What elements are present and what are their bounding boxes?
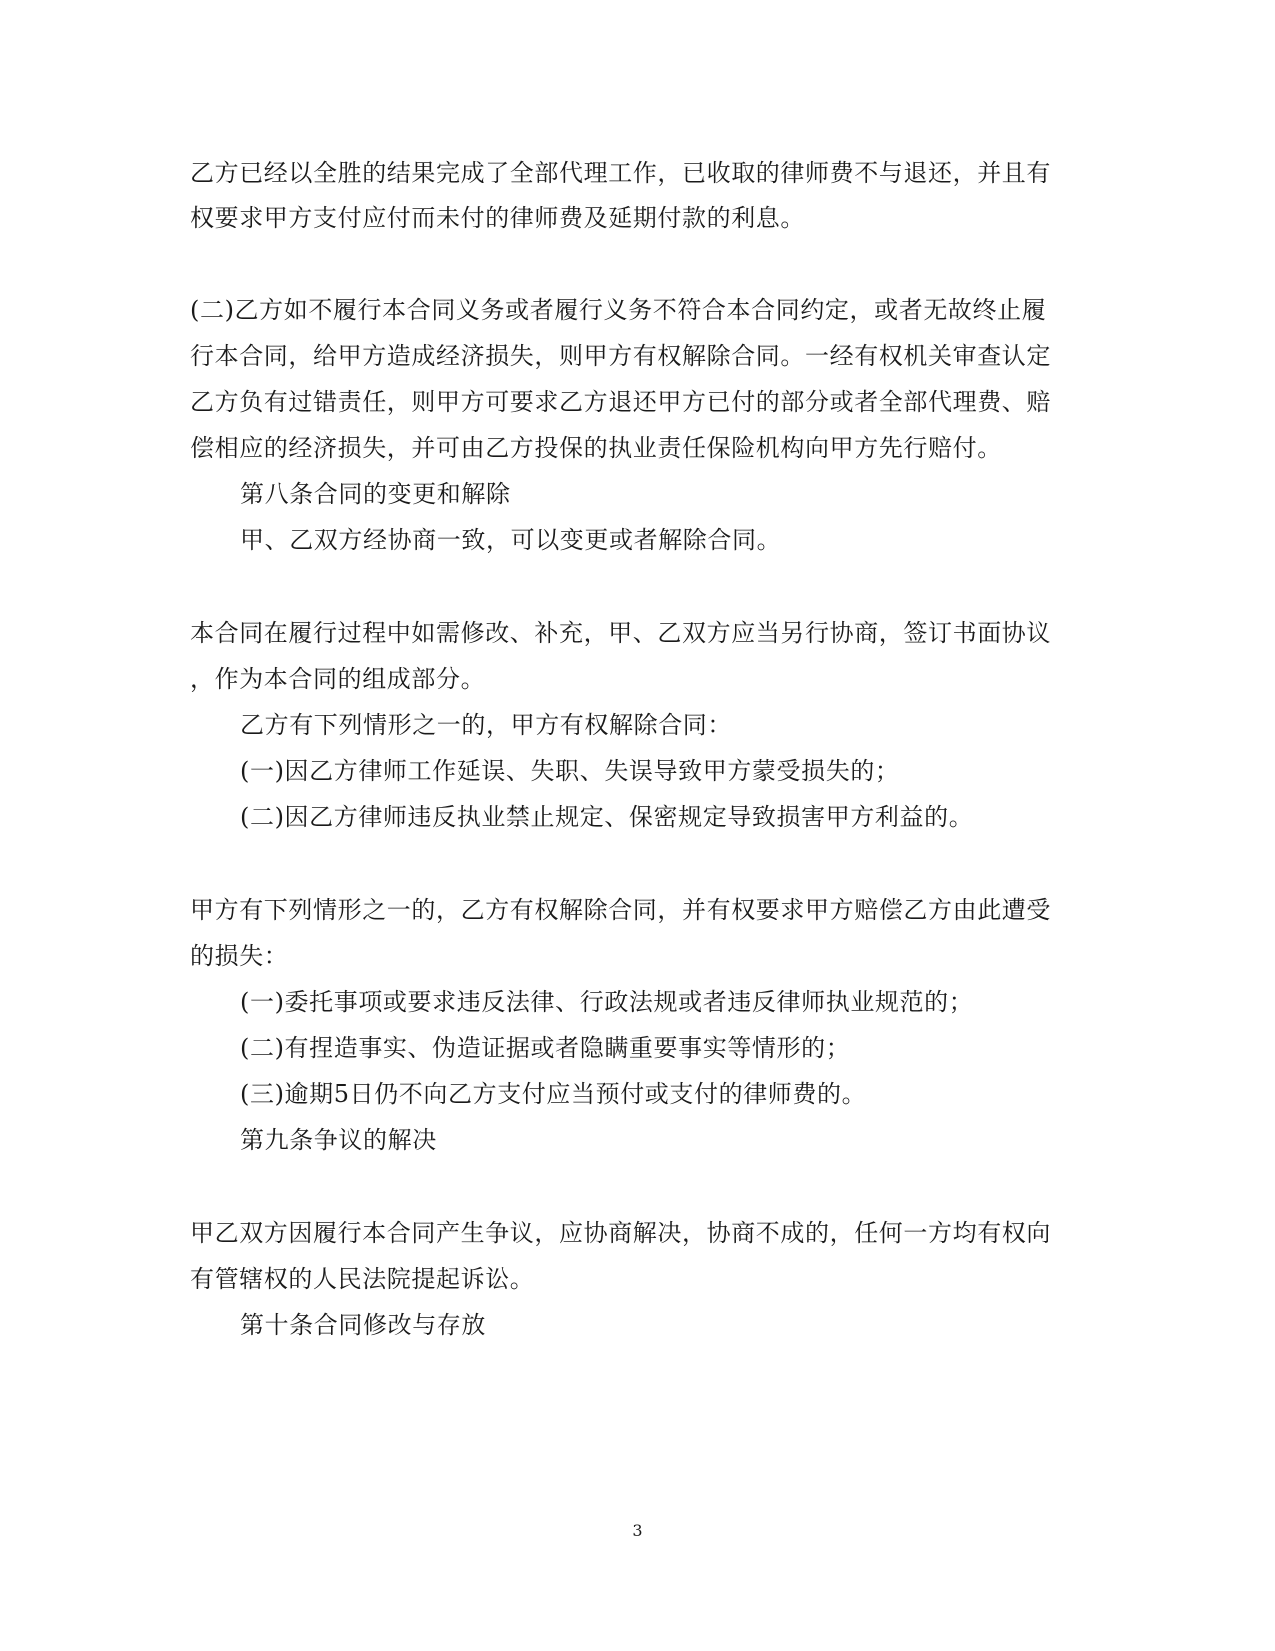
paragraph-line: 的损失： bbox=[190, 942, 289, 970]
list-item: (三)逾期5日仍不向乙方支付应当预付或支付的律师费的。 bbox=[240, 1080, 867, 1108]
paragraph-line: 本合同在履行过程中如需修改、补充，甲、乙双方应当另行协商，签订书面协议 bbox=[190, 619, 1051, 647]
paragraph-line: 乙方有下列情形之一的，甲方有权解除合同： bbox=[240, 711, 732, 739]
paragraph-line: 乙方负有过错责任，则甲方可要求乙方退还甲方已付的部分或者全部代理费、赔 bbox=[190, 388, 1051, 416]
paragraph-line: 甲乙双方因履行本合同产生争议，应协商解决，协商不成的，任何一方均有权向 bbox=[190, 1219, 1051, 1247]
paragraph-line: 权要求甲方支付应付而未付的律师费及延期付款的利息。 bbox=[190, 204, 805, 232]
paragraph-line: 行本合同，给甲方造成经济损失，则甲方有权解除合同。一经有权机关审查认定 bbox=[190, 342, 1051, 370]
paragraph-line: 乙方已经以全胜的结果完成了全部代理工作，已收取的律师费不与退还，并且有 bbox=[190, 159, 1051, 187]
paragraph-line: 偿相应的经济损失，并可由乙方投保的执业责任保险机构向甲方先行赔付。 bbox=[190, 434, 1002, 462]
paragraph-line: (二)乙方如不履行本合同义务或者履行义务不符合本合同约定，或者无故终止履 bbox=[190, 296, 1047, 324]
list-item: (一)委托事项或要求违反法律、行政法规或者违反律师执业规范的； bbox=[240, 988, 974, 1016]
paragraph-line: 甲方有下列情形之一的，乙方有权解除合同，并有权要求甲方赔偿乙方由此遭受 bbox=[190, 896, 1051, 924]
page-number: 3 bbox=[632, 1521, 643, 1540]
section-heading: 第九条争议的解决 bbox=[240, 1126, 437, 1154]
list-item: (二)因乙方律师违反执业禁止规定、保密规定导致损害甲方利益的。 bbox=[240, 803, 974, 831]
paragraph-line: ，作为本合同的组成部分。 bbox=[190, 665, 486, 693]
list-item: (二)有捏造事实、伪造证据或者隐瞒重要事实等情形的； bbox=[240, 1034, 851, 1062]
list-item: (一)因乙方律师工作延误、失职、失误导致甲方蒙受损失的； bbox=[240, 757, 900, 785]
section-heading: 第十条合同修改与存放 bbox=[240, 1311, 486, 1339]
paragraph-line: 有管辖权的人民法院提起诉讼。 bbox=[190, 1265, 535, 1293]
section-heading: 第八条合同的变更和解除 bbox=[240, 480, 511, 508]
paragraph-line: 甲、乙双方经协商一致，可以变更或者解除合同。 bbox=[240, 526, 782, 554]
